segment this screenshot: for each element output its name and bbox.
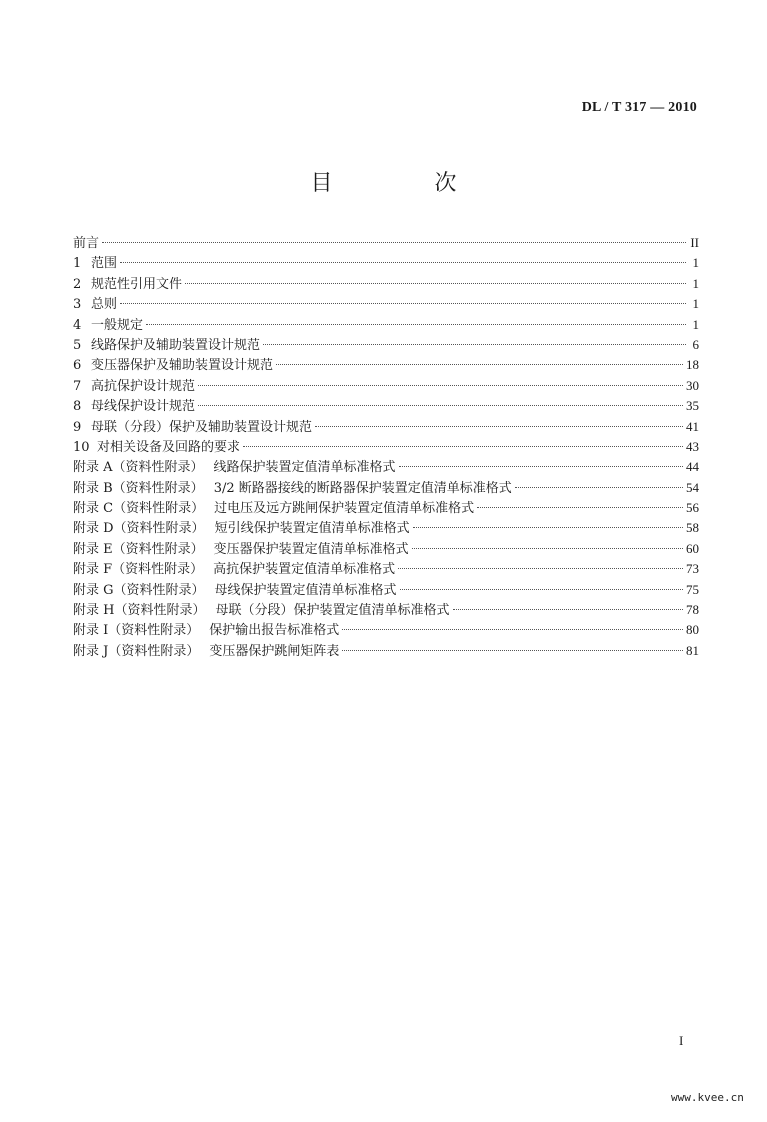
toc-dot-leader (185, 283, 686, 284)
toc-entry-page: 35 (686, 398, 699, 414)
table-of-contents (73, 233, 699, 661)
toc-entry-label: 3/2 断路器接线的断路器保护装置定值清单标准格式 (213, 480, 512, 496)
toc-entry-page: 1 (692, 296, 699, 312)
toc-entry-number: 附录 H（资料性附录） (73, 603, 206, 619)
toc-entry-label: 变压器保护及辅助装置设计规范 (91, 358, 274, 374)
toc-entry-label: 高抗保护装置定值清单标准格式 (213, 562, 396, 578)
toc-entry-page: 54 (686, 479, 699, 495)
toc-entry-page: 78 (686, 602, 699, 618)
toc-entry-number: 6 (73, 358, 82, 374)
toc-entry-number: 7 (73, 378, 82, 394)
toc-entry[interactable] (73, 274, 699, 294)
toc-dot-leader (342, 629, 683, 630)
toc-entry-number: 4 (73, 317, 82, 333)
toc-entry-page: 30 (686, 377, 699, 393)
toc-entry-number: 附录 B（资料性附录） (73, 480, 204, 496)
toc-entry-label: 母联（分段）保护装置定值清单标准格式 (215, 603, 450, 619)
toc-entry-number: 附录 A（资料性附录） (73, 460, 204, 476)
toc-dot-leader (198, 385, 683, 386)
toc-entry-label: 母线保护设计规范 (91, 399, 196, 415)
toc-entry-label: 母联（分段）保护及辅助装置设计规范 (91, 419, 313, 435)
toc-entry[interactable] (73, 620, 699, 640)
toc-dot-leader (315, 426, 683, 427)
toc-entry-label: 总则 (91, 297, 118, 313)
toc-entry[interactable] (73, 355, 699, 375)
toc-dot-leader (398, 568, 683, 569)
toc-entry-number: 附录 D（资料性附录） (73, 521, 205, 537)
toc-entry[interactable] (73, 457, 699, 477)
toc-entry-page: 58 (686, 520, 699, 536)
toc-dot-leader (263, 344, 686, 345)
watermark-text: www.kvee.cn (671, 1091, 744, 1104)
toc-entry-page: 81 (686, 642, 699, 658)
toc-dot-leader (198, 405, 683, 406)
toc-entry-label: 高抗保护设计规范 (91, 378, 196, 394)
toc-entry[interactable] (73, 294, 699, 314)
toc-entry-page: 1 (692, 255, 699, 271)
toc-entry[interactable] (73, 376, 699, 396)
toc-dot-leader (515, 487, 683, 488)
document-code: DL / T 317 — 2010 (581, 100, 697, 115)
toc-entry-number: 附录 C（资料性附录） (73, 501, 205, 517)
toc-dot-leader (412, 548, 683, 549)
toc-dot-leader (120, 262, 686, 263)
toc-entry-number: 附录 J（资料性附录） (73, 643, 200, 659)
toc-dot-leader (399, 466, 683, 467)
toc-entry-label: 短引线保护装置定值清单标准格式 (214, 521, 410, 537)
toc-entry-label: 一般规定 (91, 317, 144, 333)
toc-entry-page: 44 (686, 459, 699, 475)
toc-entry-page: 18 (686, 357, 699, 373)
page-number: I (679, 1033, 684, 1048)
toc-entry-number: 1 (73, 256, 82, 272)
toc-entry-label: 过电压及远方跳闸保护装置定值清单标准格式 (214, 501, 475, 517)
toc-entry[interactable] (73, 315, 699, 335)
toc-entry[interactable] (73, 498, 699, 518)
toc-entry-page: 43 (686, 438, 699, 454)
toc-dot-leader (400, 589, 683, 590)
toc-dot-leader (477, 507, 683, 508)
toc-entry-number: 8 (73, 399, 82, 415)
page-title: 目 次 (310, 171, 497, 196)
toc-entry-label: 对相关设备及回路的要求 (97, 439, 241, 455)
toc-entry-label: 变压器保护装置定值清单标准格式 (213, 541, 409, 557)
toc-entry-page: 56 (686, 500, 699, 516)
toc-dot-leader (146, 324, 686, 325)
toc-entry-number: 附录 G（资料性附录） (73, 582, 205, 598)
toc-entry-number: 附录 E（资料性附录） (73, 541, 204, 557)
toc-entry-label: 变压器保护跳闸矩阵表 (209, 643, 340, 659)
toc-entry-label: 保护输出报告标准格式 (209, 623, 340, 639)
toc-entry[interactable] (73, 478, 699, 498)
toc-entry-page: 6 (692, 336, 699, 352)
toc-entry[interactable] (73, 559, 699, 579)
toc-dot-leader (276, 364, 683, 365)
toc-entry-page: 1 (692, 316, 699, 332)
toc-entry-page: 1 (692, 275, 699, 291)
toc-entry-page: 80 (686, 622, 699, 638)
toc-entry-label: 前言 (73, 236, 100, 251)
toc-dot-leader (243, 446, 683, 447)
toc-entry-page: 75 (686, 581, 699, 597)
toc-entry-label: 线路保护及辅助装置设计规范 (91, 337, 261, 353)
toc-dot-leader (413, 527, 683, 528)
toc-entry[interactable] (73, 600, 699, 620)
toc-entry-number: 10 (73, 439, 90, 455)
toc-entry[interactable] (73, 417, 699, 437)
toc-dot-leader (453, 609, 684, 610)
toc-entry-number: 9 (73, 419, 82, 435)
toc-entry-page: 60 (686, 540, 699, 556)
toc-dot-leader (120, 303, 686, 304)
toc-entry-page: II (690, 235, 699, 250)
toc-dot-leader (102, 242, 686, 243)
toc-entry[interactable] (73, 396, 699, 416)
toc-entry[interactable] (73, 641, 699, 661)
toc-entry-number: 附录 F（资料性附录） (73, 562, 204, 578)
toc-entry[interactable] (73, 518, 699, 538)
toc-entry-page: 73 (686, 561, 699, 577)
toc-entry-number: 2 (73, 276, 82, 292)
toc-entry-label: 规范性引用文件 (91, 276, 183, 292)
toc-dot-leader (342, 650, 683, 651)
toc-entry-label: 范围 (91, 256, 118, 272)
toc-entry[interactable] (73, 335, 699, 355)
toc-entry[interactable] (73, 437, 699, 457)
toc-entry-number: 5 (73, 337, 82, 353)
toc-entry-label: 母线保护装置定值清单标准格式 (214, 582, 397, 598)
toc-entry-page: 41 (686, 418, 699, 434)
toc-entry[interactable] (73, 539, 699, 559)
toc-entry-number: 附录 I（资料性附录） (73, 623, 200, 639)
toc-entry[interactable] (73, 580, 699, 600)
toc-entry[interactable] (73, 233, 699, 253)
toc-entry-number: 3 (73, 297, 82, 313)
toc-entry[interactable] (73, 253, 699, 273)
toc-entry-label: 线路保护装置定值清单标准格式 (213, 460, 396, 476)
